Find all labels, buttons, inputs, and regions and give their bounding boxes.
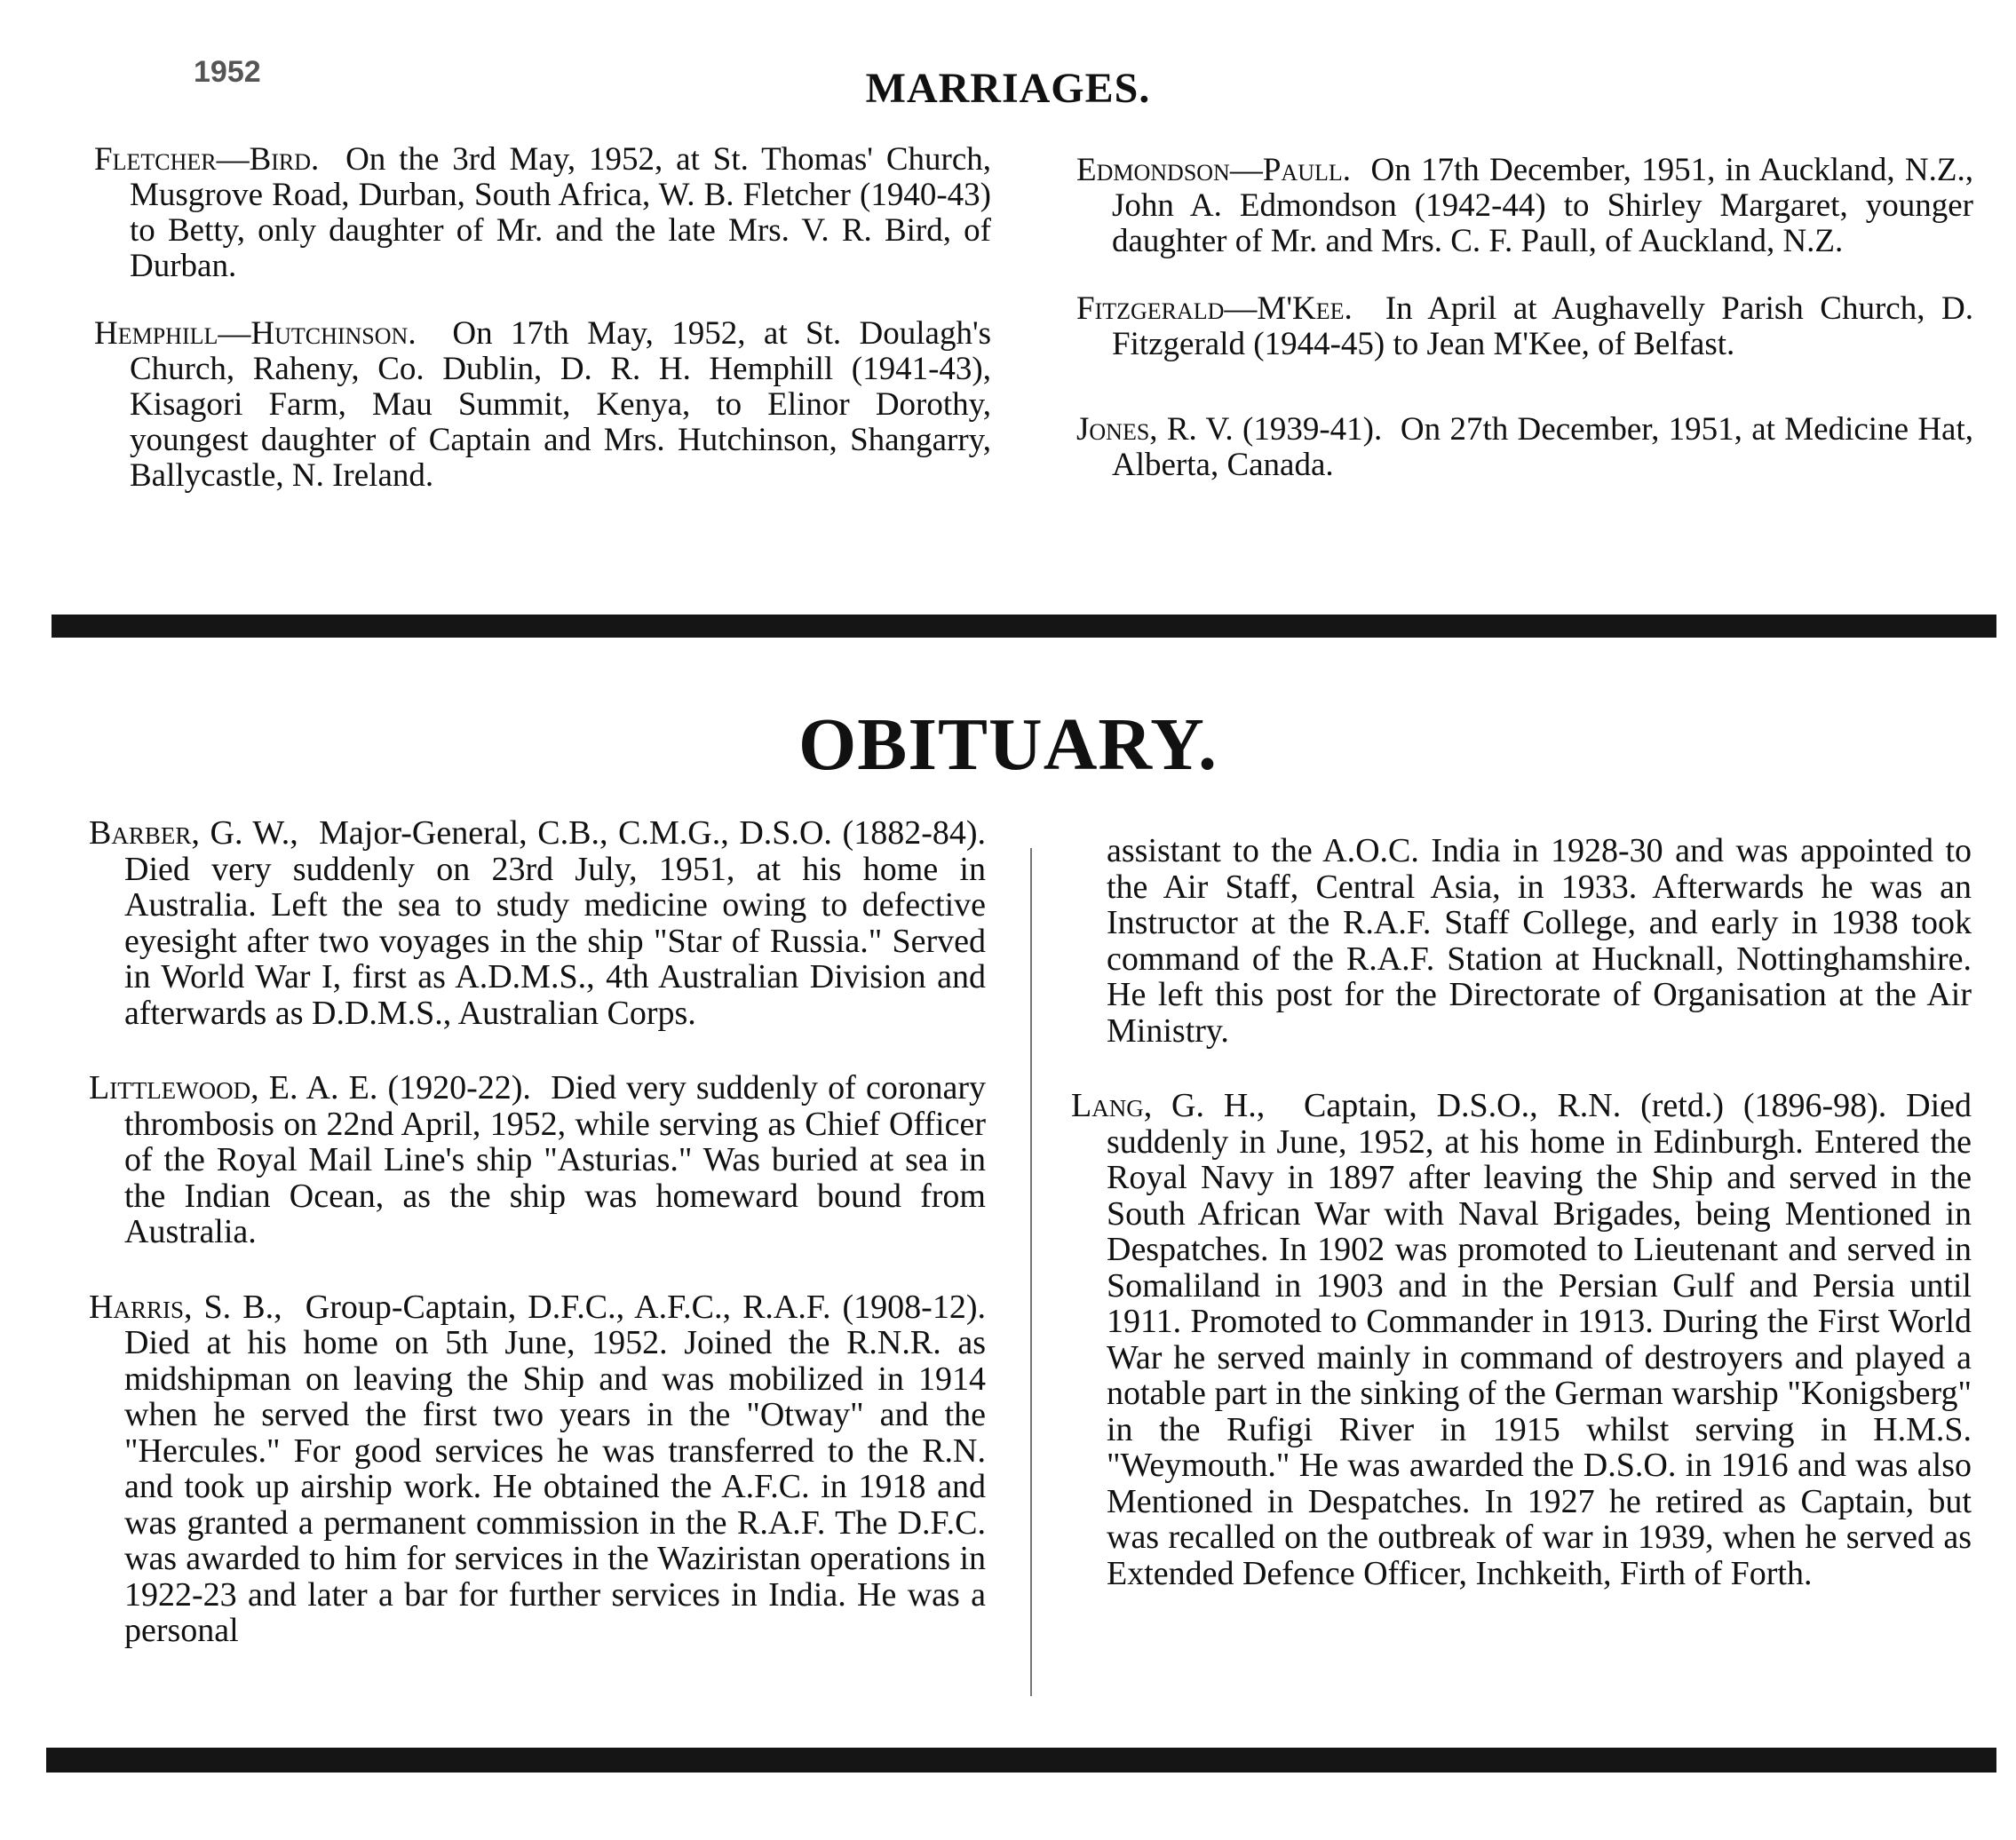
entry-text: Major-General, C.B., C.M.G., D.S.O. (1882-84). Died very suddenly on 23rd July, 1951, at his home in Australia. Left the sea to study medicine owing to defective eyesight after two voyages in the ship "Star of Russia." Served in World War I, first as A.D.M.S., 4th Australian Division and afterwards as D.D.M.S., Australian Corps. [124, 814, 987, 1032]
column-divider [1030, 848, 1032, 1696]
entry-text: On the 3rd May, 1952, at St. Thomas' Church, Musgrove Road, Durban, South Africa, W. B. Fletcher (1940-43) to Betty, only daughter of Mr. and the late Mrs. V. R. Bird, of Durban. [130, 141, 991, 284]
marriages-right-column [1076, 153, 1973, 483]
entry-text: Captain, D.S.O., R.N. (retd.) (1896-98). Died suddenly in June, 1952, at his home in Edinburgh. Entered the Royal Navy in 1897 after leaving the Ship and served in the South African War with Naval Brigades, being Mentioned in Despatches. In 1902 was promoted to Lieutenant and served in Somaliland in 1903 and in the Persian Gulf and Persia until 1911. Promoted to Commander in 1913. During the First World War he served mainly in command of destroyers and played a notable part in the sinking of the German warship "Konigsberg" in the Rufigi River in 1915 whilst serving in H.M.S. "Weymouth." He was awarded the D.S.O. in 1916 and was also Mentioned in Despatches. In 1927 he retired as Captain, but was recalled on the outbreak of war in 1939, when he served as Extended Defence Officer, Inchkeith, Firth of Forth. [1107, 1087, 1972, 1592]
entry-name: Harris, S. B., [89, 1288, 282, 1326]
entry-text: Died very suddenly of coronary thrombosis on 22nd April, 1952, while serving as Chief Officer of the Royal Mail Line's ship "Asturias." Was buried at sea in the Indian Ocean, as the ship was homeward bound from Australia. [124, 1069, 987, 1250]
section-divider-top [52, 615, 1996, 638]
marriage-entry [1076, 153, 1973, 259]
entry-text: On 17th December, 1951, in Auckland, N.Z., John A. Edmondson (1942-44) to Shirley Margaret, younger daughter of Mr. and Mrs. C. F. Paull, of Auckland, N.Z. [1112, 152, 1974, 259]
obituary-heading: OBITUARY. [798, 703, 1218, 786]
entry-name: Barber, G. W., [89, 814, 298, 852]
obituary-entry [1071, 1088, 1972, 1591]
entry-name: Edmondson—Paull. [1076, 152, 1351, 188]
obituary-entry [89, 1289, 986, 1649]
entry-name: Fletcher—Bird. [94, 141, 320, 178]
marriage-entry [1076, 412, 1973, 483]
page-year: 1952 [194, 55, 261, 89]
entry-name: Lang, G. H., [1071, 1087, 1266, 1124]
marriages-heading: MARRIAGES. [865, 65, 1151, 112]
marriage-entry [94, 316, 991, 494]
entry-name: Fitzgerald—M'Kee. [1076, 290, 1353, 327]
obituary-right-column [1071, 833, 1972, 1591]
entry-name: Hemphill—Hutchinson. [94, 315, 417, 352]
marriages-left-column [94, 142, 991, 494]
obituary-entry [89, 1070, 986, 1250]
entry-name: Jones, R. V. (1939-41). [1076, 411, 1383, 448]
obituary-continuation [1071, 833, 1972, 1049]
marriage-entry [94, 142, 991, 284]
entry-text: On 27th December, 1951, at Medicine Hat, Alberta, Canada. [1112, 411, 1974, 483]
entry-text: Group-Captain, D.F.C., A.F.C., R.A.F. (1908-12). Died at his home on 5th June, 1952. Joined the R.N.R. as midshipman on leaving the Ship and was mobilized in 1914 when he served the first two years in the "Otway" and the "Hercules." For good services he was transferred to the R.N. and took up airship work. He obtained the A.F.C. in 1918 and was granted a permanent commission in the R.A.F. The D.F.C. was awarded to him for services in the Waziristan operations in 1922-23 and later a bar for further services in India. He was a personal [124, 1288, 986, 1649]
entry-text: On 17th May, 1952, at St. Doulagh's Church, Raheny, Co. Dublin, D. R. H. Hemphill (1941-43), Kisagori Farm, Mau Summit, Kenya, to Elinor Dorothy, youngest daughter of Captain and Mrs. Hutchinson, Shangarry, Ballycastle, N. Ireland. [130, 315, 992, 494]
section-divider-bottom [46, 1748, 1996, 1773]
entry-text: In April at Aughavelly Parish Church, D. Fitzgerald (1944-45) to Jean M'Kee, of Belfast. [1112, 290, 1974, 362]
obituary-entry [89, 815, 986, 1031]
entry-name: Littlewood, E. A. E. (1920-22). [89, 1069, 531, 1106]
marriage-entry [1076, 291, 1973, 362]
entry-text: assistant to the A.O.C. India in 1928-30 and was appointed to the Air Staff, Central Asia, in 1933. Afterwards he was an Instructor at the R.A.F. Staff College, and early in 1938 took command of the R.A.F. Station at Hucknall, Nottinghamshire. He left this post for the Directorate of Organisation at the Air Ministry. [1107, 832, 1972, 1050]
obituary-left-column [89, 815, 986, 1649]
